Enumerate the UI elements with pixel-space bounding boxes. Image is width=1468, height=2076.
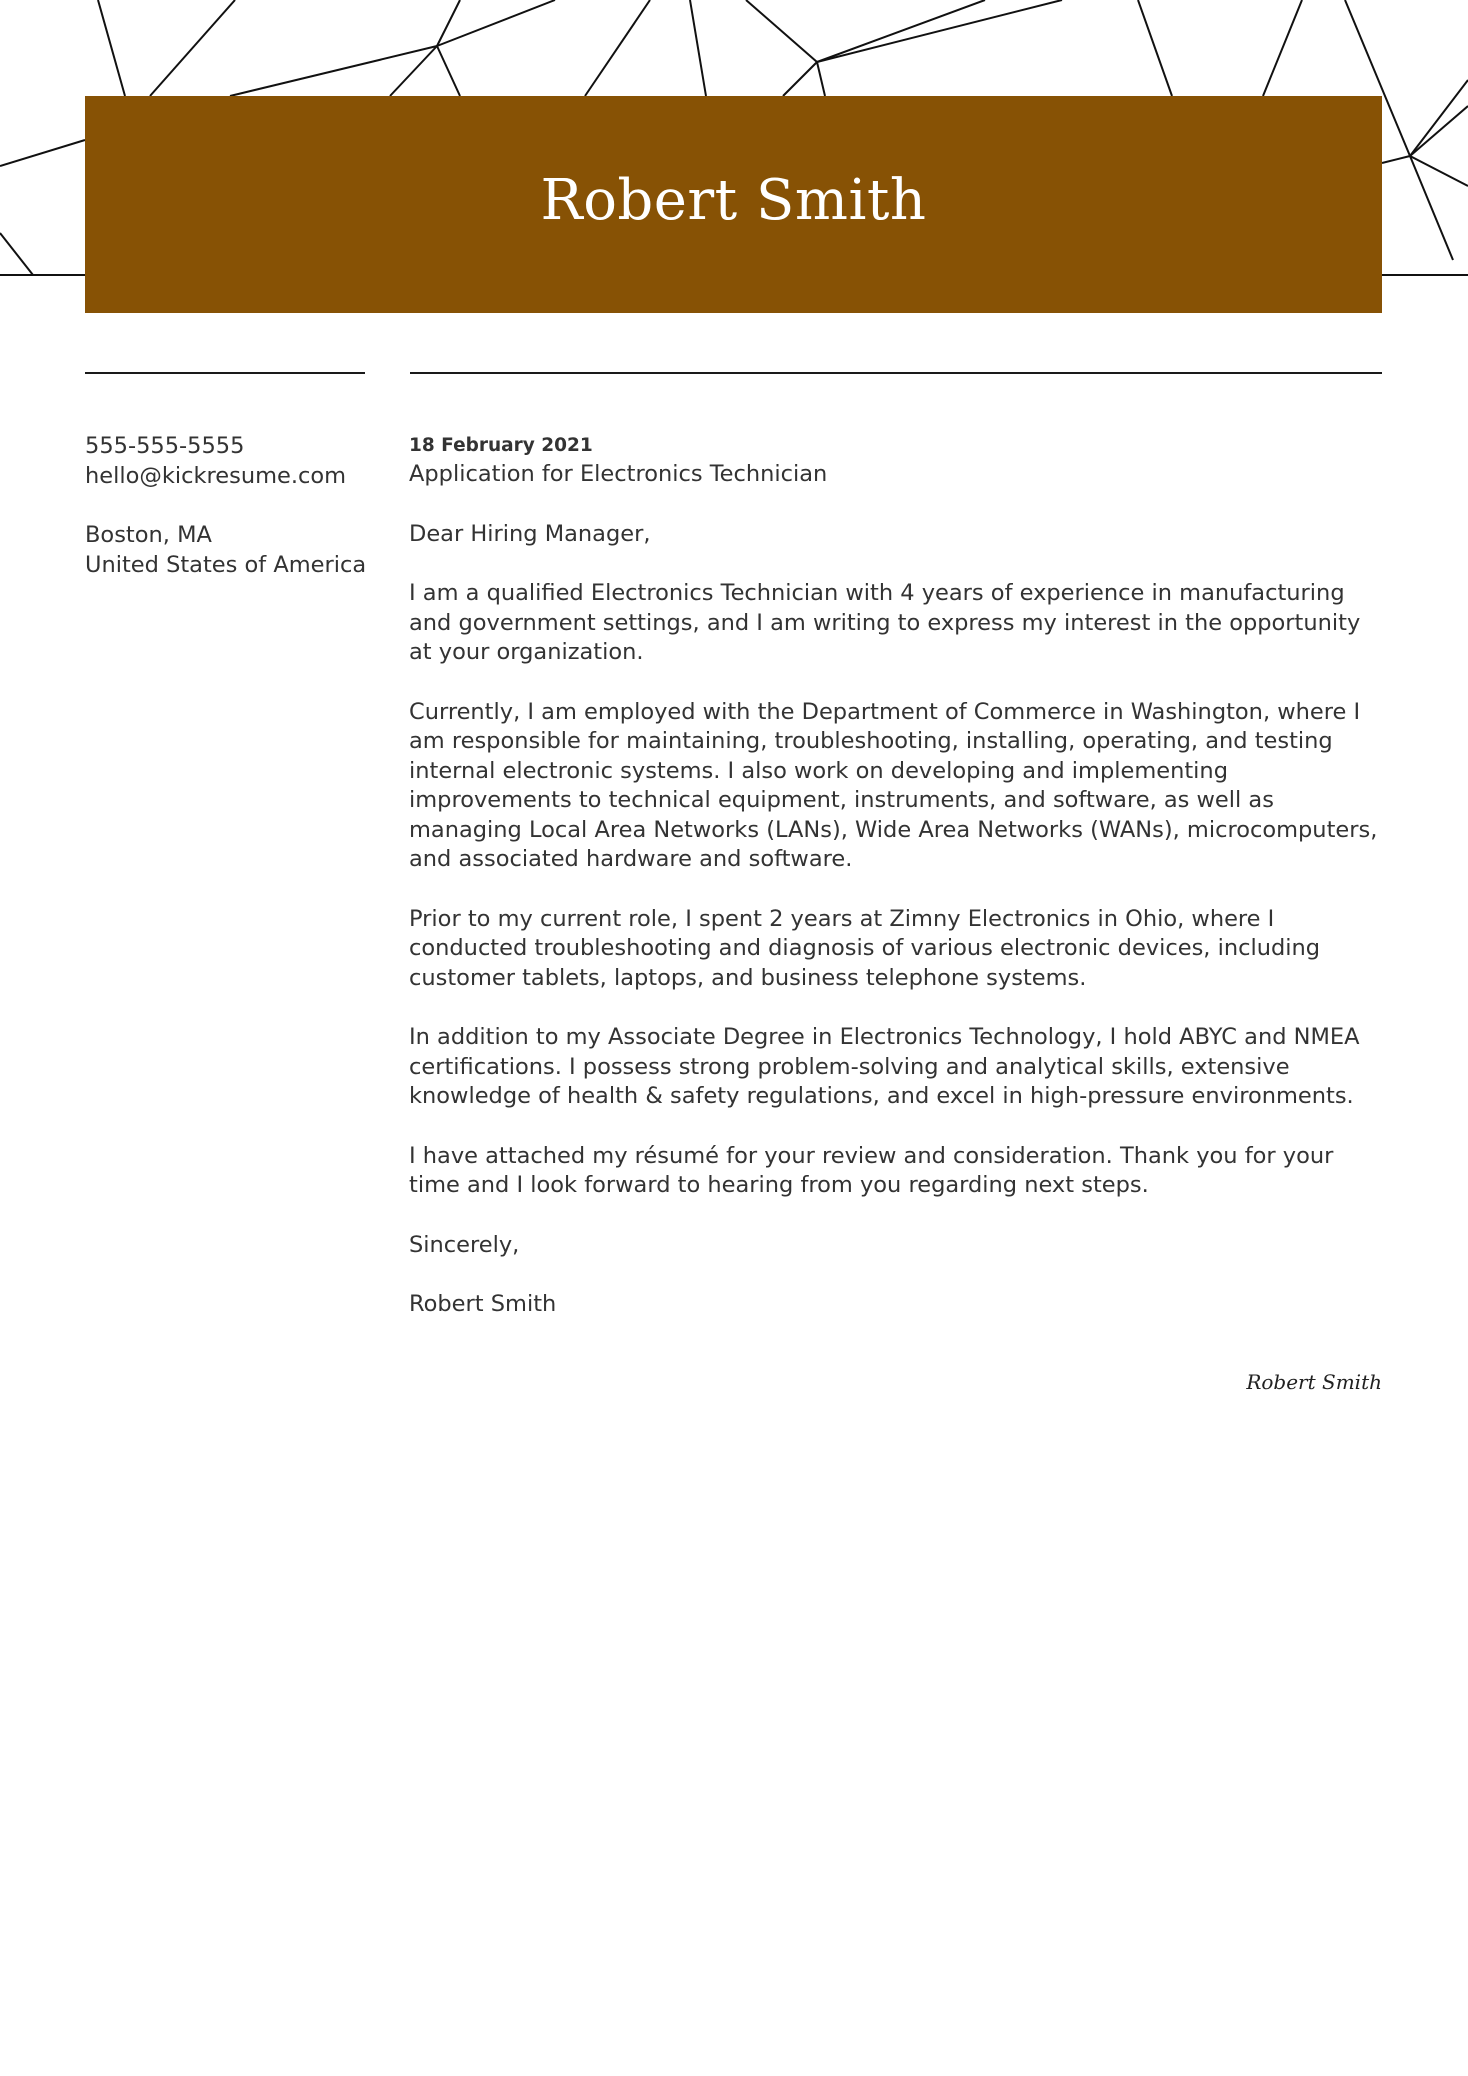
letter-date: 18 February 2021 xyxy=(409,435,593,456)
handwritten-signature: Robert Smith xyxy=(1246,1370,1382,1394)
contact-details xyxy=(85,432,375,491)
letter-subject: Application for Electronics Technician xyxy=(409,461,828,487)
sidebar-divider xyxy=(85,372,365,374)
contact-sidebar xyxy=(85,432,375,610)
letter-paragraph-2: Currently, I am employed with the Department of Commerce in Washington, where I am responsible for maintaining, troubleshooting, installing, operating, and testing internal electronic systems. I also work on developing and implementing improvements to technical equipment, instruments, and software, as well as managing Local Area Networks (LANs), Wide Area Networks (WANs), microcomputers, and associated hardware and software. xyxy=(409,698,1378,872)
salutation: Dear Hiring Manager, xyxy=(409,520,651,547)
closing: Sincerely, xyxy=(409,1231,520,1258)
header-band xyxy=(85,96,1382,313)
applicant-name: Robert Smith xyxy=(540,168,927,233)
letter-paragraph-4: In addition to my Associate Degree in Electronics Technology, I hold ABYC and NMEA certifications. I possess strong problem-solving and analytical skills, extensive knowledge of health & safety regulations, and excel in high-pressure environments. xyxy=(409,1024,1360,1109)
letter-paragraph-5: I have attached my résumé for your review and consideration. Thank you for your time and I look forward to hearing from you regarding next steps. xyxy=(409,1142,1334,1198)
letter-paragraph-3: Prior to my current role, I spent 2 years at Zimny Electronics in Ohio, where I conducted troubleshooting and diagnosis of various electronic devices, including customer tablets, laptops, and business telephone systems. xyxy=(409,905,1321,991)
letter-body xyxy=(409,432,1389,1350)
country: United States of America xyxy=(85,551,367,578)
closing-name: Robert Smith xyxy=(409,1291,557,1317)
address-details xyxy=(85,521,375,580)
email-address: hello@kickresume.com xyxy=(85,462,347,489)
main-divider xyxy=(410,372,1382,374)
city: Boston, MA xyxy=(85,522,212,548)
letter-paragraph-1: I am a qualified Electronics Technician with 4 years of experience in manufacturing and government settings, and I am writing to express my interest in the opportunity at your organization. xyxy=(409,580,1361,665)
phone-number: 555-555-5555 xyxy=(85,433,245,459)
